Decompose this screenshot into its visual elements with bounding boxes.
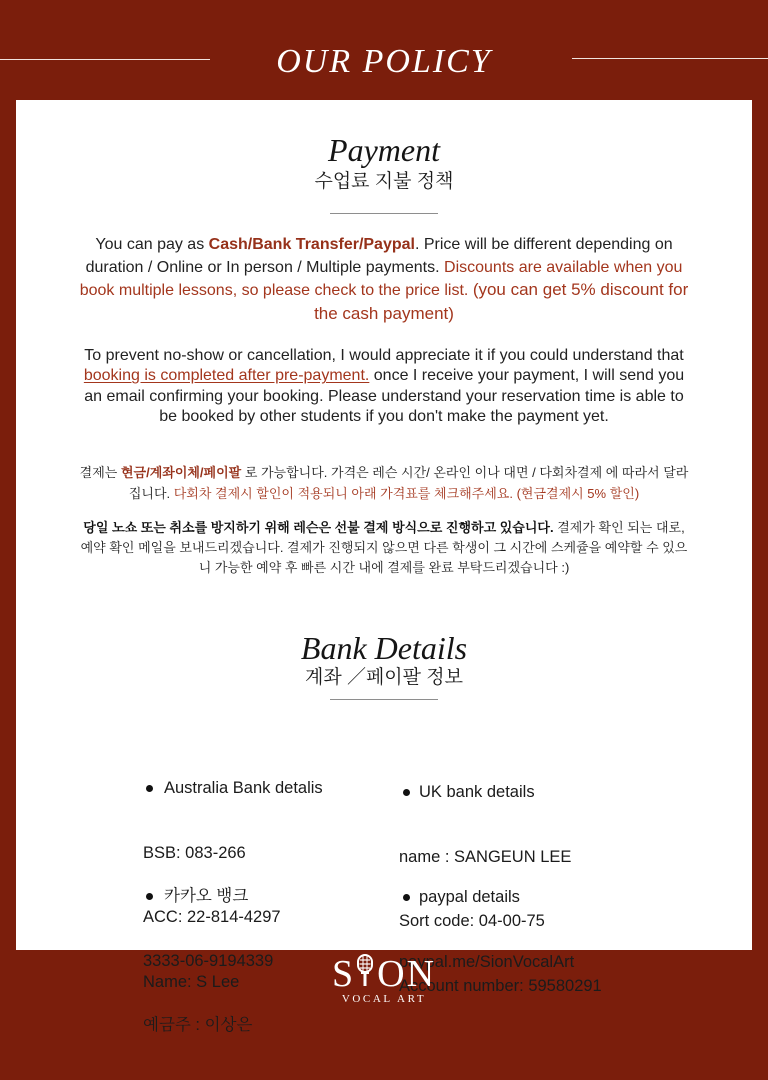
- cash-discount-note: (you can get 5% discount for: [472, 280, 689, 300]
- bullet-icon: [403, 789, 410, 796]
- uk-sort-code: Sort code: 04-00-75: [399, 912, 545, 930]
- text-segment: be booked by other students if you don't make the payment yet.: [159, 407, 609, 425]
- logo-letters-end: ON: [377, 953, 437, 995]
- paragraph-line: [16, 366, 752, 386]
- paypal-link-text: paypal.me/SionVocalArt: [399, 952, 575, 971]
- policy-card: [16, 100, 752, 1034]
- payment-english-paragraph-2: [16, 346, 752, 427]
- paragraph-line: [16, 558, 752, 578]
- paragraph-line: [16, 234, 752, 257]
- cash-discount-note: the cash payment): [314, 304, 454, 324]
- discount-highlight: book multiple lessons, so please check to the price list.: [79, 282, 473, 300]
- australia-account-name: Name: S Lee: [143, 972, 240, 991]
- text-segment: You can pay as: [95, 236, 209, 253]
- payment-english-paragraph-1: [16, 234, 752, 327]
- prepayment-emphasis: 당일 노쇼 또는 취소를 방지하기 위해 레슨은 선불 결제 방식으로 진행하고 있습니다.: [83, 520, 554, 535]
- text-segment: To prevent no-show or cancellation, I would appreciate it if you could understand that: [84, 347, 684, 364]
- text-segment: once I receive your payment, I will send you: [369, 367, 685, 385]
- uk-account-name: name : SANGEUN LEE: [399, 847, 572, 866]
- brand-logo: [0, 953, 768, 995]
- bank-details-title: Bank Details: [300, 630, 468, 666]
- text-segment: . Price will be different depending on: [414, 236, 673, 253]
- australia-bank-heading-text: Australia Bank detalis: [164, 779, 323, 797]
- kakao-bank-heading: [143, 886, 273, 908]
- paragraph-line: [16, 257, 752, 280]
- paragraph-line: [16, 387, 752, 407]
- uk-account-number: Account number: 59580291: [399, 976, 602, 995]
- australia-bsb: BSB: 083-266: [143, 843, 246, 862]
- australia-account-number: ACC: 22-814-4297: [143, 908, 281, 926]
- payment-subtitle: 수업료 지불 정책: [314, 171, 454, 192]
- text-segment: 니 가능한 예약 후 빠른 시간 내에 결제를 완료 부탁드리겠습니다 :): [198, 560, 570, 575]
- discount-highlight: Discounts are available when you: [444, 258, 683, 276]
- australia-bank-heading: [143, 778, 323, 800]
- paragraph-line: [16, 346, 752, 366]
- payment-methods-highlight: 현금/계좌이체/페이팔: [120, 465, 242, 480]
- text-segment: 결제가 확인 되는 대로,: [553, 520, 685, 535]
- logo-letters-start: S: [331, 953, 356, 995]
- paragraph-line: [16, 303, 752, 327]
- text-segment: duration / Online or In person / Multiple payments.: [85, 258, 445, 276]
- payment-korean-paragraph-1: [16, 462, 752, 504]
- page-title: OUR POLICY: [276, 43, 492, 80]
- kakao-bank-heading-text: 카카오 뱅크: [164, 887, 249, 905]
- uk-bank-heading: [399, 782, 602, 804]
- paragraph-line: [16, 518, 752, 538]
- text-segment: an email confirming your booking. Please understand your reservation time is able to: [84, 387, 684, 405]
- kakao-account-holder: 예금주 : 이상은: [143, 1016, 253, 1034]
- paypal-heading: [399, 887, 574, 909]
- text-segment: 로 가능합니다. 가격은 레슨 시간/ 온라인 이나 대면 / 다회차결제 에 따라서 달라: [241, 465, 689, 480]
- paragraph-line: [16, 483, 752, 504]
- payment-title: Payment: [328, 132, 440, 168]
- prepayment-highlight: booking is completed after pre-payment.: [83, 367, 370, 385]
- discount-highlight: 다회차 결제시 할인이 적용되니 아래 가격표를 체크해주세요. (현금결제시 5% 할인): [173, 486, 640, 501]
- payment-korean-paragraph-2: [16, 518, 752, 578]
- payment-methods-highlight: Cash/Bank Transfer/Paypal: [208, 236, 415, 253]
- paragraph-line: [16, 279, 752, 303]
- header-rule-right: [572, 58, 768, 59]
- bank-details-divider: [330, 699, 438, 700]
- text-segment: 예약 확인 메일을 보내드리겠습니다. 결제가 진행되지 않으면 다른 학생이 그 시간에 스케쥴을 예약할 수 있으: [80, 540, 688, 555]
- payment-divider: [330, 213, 438, 214]
- microphone-icon: [356, 954, 374, 986]
- paragraph-line: [16, 462, 752, 483]
- kakao-account-number: 3333-06-9194339: [143, 951, 274, 970]
- paragraph-line: [16, 538, 752, 558]
- text-segment: 집니다.: [128, 486, 174, 501]
- bullet-icon: [146, 785, 153, 792]
- logo-tagline: VOCAL ART: [341, 993, 427, 1005]
- bank-details-subtitle: 계좌 ／페이팔 정보: [304, 667, 464, 688]
- text-segment: 결제는: [79, 465, 121, 480]
- bullet-icon: [146, 893, 153, 900]
- uk-bank-heading-text: UK bank details: [419, 783, 535, 801]
- bullet-icon: [403, 894, 410, 901]
- paypal-heading-text: paypal details: [419, 888, 520, 906]
- paragraph-line: [16, 407, 752, 427]
